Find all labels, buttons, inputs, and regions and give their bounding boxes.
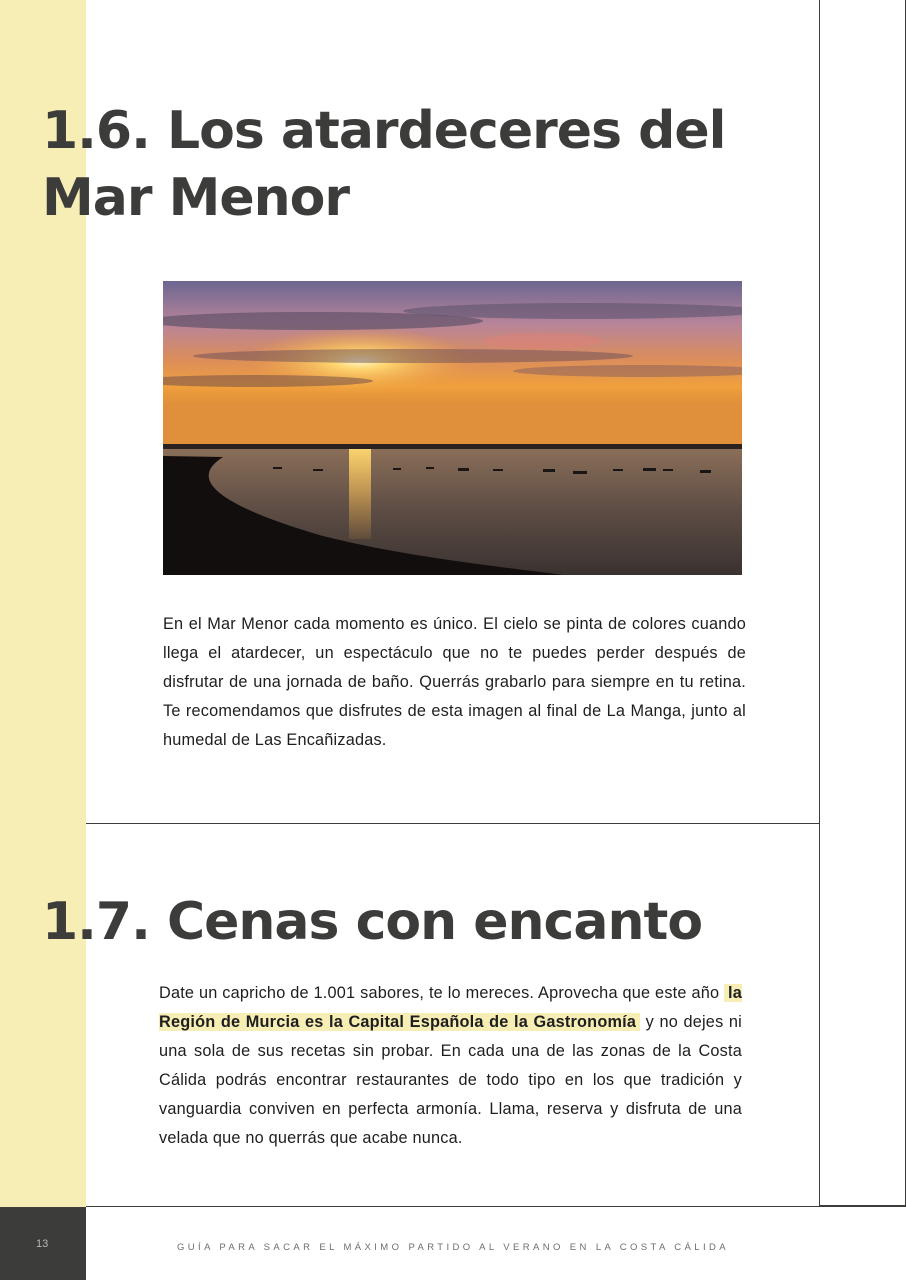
section-text-sunsets: En el Mar Menor cada momento es único. El cielo se pinta de colores cuando llega el atardecer, un espectáculo que no te puedes perder después de disfrutar de una jornada de baño. Querrás grabarlo para siempre en tu retina. Te recomendamos que disfrutes de esta imagen al final de La Manga, junto al humedal de Las Encañizadas.	[163, 615, 746, 749]
right-frame	[819, 0, 906, 1206]
footer-rule	[86, 1206, 906, 1207]
footer-title: GUÍA PARA SACAR EL MÁXIMO PARTIDO AL VERANO EN LA COSTA CÁLIDA	[176, 1242, 730, 1253]
page-number: 13	[36, 1238, 49, 1250]
text-part-2: y no dejes ni una sola de sus recetas sin probar. En cada una de las zonas de la Costa Cálida podrás encontrar restaurantes de todo tipo en los que tradición y vanguardia conviven en perfecta armonía. Llama, reserva y disfruta de una velada que no querrás que acabe nunca.	[159, 1013, 742, 1147]
section-title-sunsets: 1.6. Los atardeceres del Mar Menor	[42, 101, 726, 228]
sunset-photo	[163, 281, 742, 575]
section-title-dinners: 1.7. Cenas con encanto	[42, 892, 703, 952]
section-text-dinners	[159, 979, 742, 1153]
section-divider	[86, 823, 820, 824]
text-part-1: Date un capricho de 1.001 sabores, te lo mereces. Aprovecha que este año	[159, 984, 725, 1002]
highlight-gastronomy: la Región de Murcia es la Capital Española de la Gastronomía	[159, 984, 742, 1031]
